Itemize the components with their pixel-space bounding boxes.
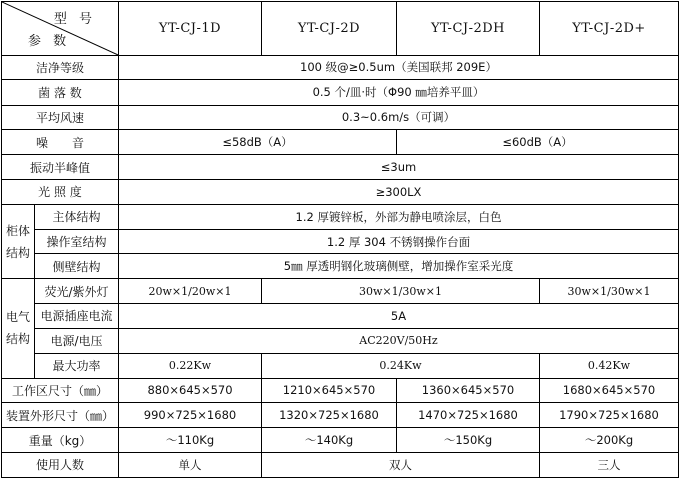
row-max-power <box>2 353 679 378</box>
row-label: 电源插座电流 <box>35 304 119 329</box>
row-value: ≤60dB（A） <box>397 130 679 155</box>
corner-label-model: 型 号 <box>53 12 96 27</box>
row-label: 平均风速 <box>2 105 119 130</box>
row-colonies <box>2 79 679 105</box>
row-value: 30w×1/30w×1 <box>540 279 679 304</box>
row-label: 主体结构 <box>35 204 119 229</box>
model-header: YT-CJ-2D <box>262 2 397 56</box>
row-label: 荧光/紫外灯 <box>35 279 119 304</box>
row-value: 0.22Kw <box>119 353 262 378</box>
row-value: ≤58dB（A） <box>119 130 397 155</box>
row-value: 1.2 厚镀锌板，外部为静电喷涂层，白色 <box>119 204 679 229</box>
row-value: 0.42Kw <box>540 353 679 378</box>
row-value: 1790×725×1680 <box>540 403 679 428</box>
row-value: 1210×645×570 <box>262 378 397 403</box>
row-chamber-structure <box>2 229 679 254</box>
row-outer-size <box>2 403 679 428</box>
row-power <box>2 328 679 353</box>
header-row <box>2 2 679 56</box>
row-value: 1470×725×1680 <box>397 403 540 428</box>
row-value: ～200Kg <box>540 428 679 453</box>
row-label: 菌 落 数 <box>2 79 119 105</box>
row-noise <box>2 130 679 155</box>
row-value: 5A <box>119 304 679 329</box>
row-vibration <box>2 155 679 180</box>
row-value: ～150Kg <box>397 428 540 453</box>
corner-label-params: 参 数 <box>28 33 71 49</box>
row-label: 电源/电压 <box>35 328 119 353</box>
row-label: 最大功率 <box>35 353 119 378</box>
row-label: 装置外形尺寸（㎜） <box>2 403 119 428</box>
row-side-structure <box>2 254 679 279</box>
row-label: 操作室结构 <box>35 229 119 254</box>
row-value: 20w×1/20w×1 <box>119 279 262 304</box>
row-value: AC220V/50Hz <box>119 328 679 353</box>
row-value: 1320×725×1680 <box>262 403 397 428</box>
row-wind-speed <box>2 105 679 130</box>
row-value: 1360×645×570 <box>397 378 540 403</box>
row-label: 使用人数 <box>2 452 119 477</box>
row-value: ～140Kg <box>262 428 397 453</box>
row-value: 三人 <box>540 452 679 477</box>
row-value: 880×645×570 <box>119 378 262 403</box>
row-value: ≥300LX <box>119 180 679 205</box>
row-value: 5㎜ 厚透明钢化玻璃侧壁，增加操作室采光度 <box>119 254 679 279</box>
row-value: 30w×1/30w×1 <box>262 279 540 304</box>
row-users <box>2 452 679 477</box>
row-socket <box>2 304 679 329</box>
row-value: ～110Kg <box>119 428 262 453</box>
model-header: YT-CJ-2D+ <box>540 2 679 56</box>
row-label: 光 照 度 <box>2 180 119 205</box>
row-label: 振动半峰值 <box>2 155 119 180</box>
spec-table <box>1 1 679 478</box>
row-weight <box>2 428 679 453</box>
row-cleanliness <box>2 55 679 79</box>
row-value: 0.24Kw <box>262 353 540 378</box>
row-label: 洁净等级 <box>2 55 119 79</box>
row-label: 噪 音 <box>2 130 119 155</box>
row-value: ≤3um <box>119 155 679 180</box>
row-value: 单人 <box>119 452 262 477</box>
row-label: 工作区尺寸（㎜） <box>2 378 119 403</box>
row-illumination <box>2 180 679 205</box>
row-main-structure <box>2 204 679 229</box>
row-value: 双人 <box>262 452 540 477</box>
row-value: 0.3~0.6m/s（可调） <box>119 105 679 130</box>
row-label: 重量（kg） <box>2 428 119 453</box>
corner-cell <box>2 2 119 56</box>
row-label: 侧壁结构 <box>35 254 119 279</box>
row-lamps <box>2 279 679 304</box>
row-value: 100 级@≥0.5um（美国联邦 209E） <box>119 55 679 79</box>
model-header: YT-CJ-2DH <box>397 2 540 56</box>
row-value: 1680×645×570 <box>540 378 679 403</box>
model-header: YT-CJ-1D <box>119 2 262 56</box>
group-label-cabinet: 柜体结构 <box>2 204 35 278</box>
row-value: 1.2 厚 304 不锈钢操作台面 <box>119 229 679 254</box>
group-label-electrical: 电气结构 <box>2 279 35 378</box>
row-value: 990×725×1680 <box>119 403 262 428</box>
row-value: 0.5 个/皿·时（Φ90 ㎜培养平皿） <box>119 79 679 105</box>
row-work-size <box>2 378 679 403</box>
